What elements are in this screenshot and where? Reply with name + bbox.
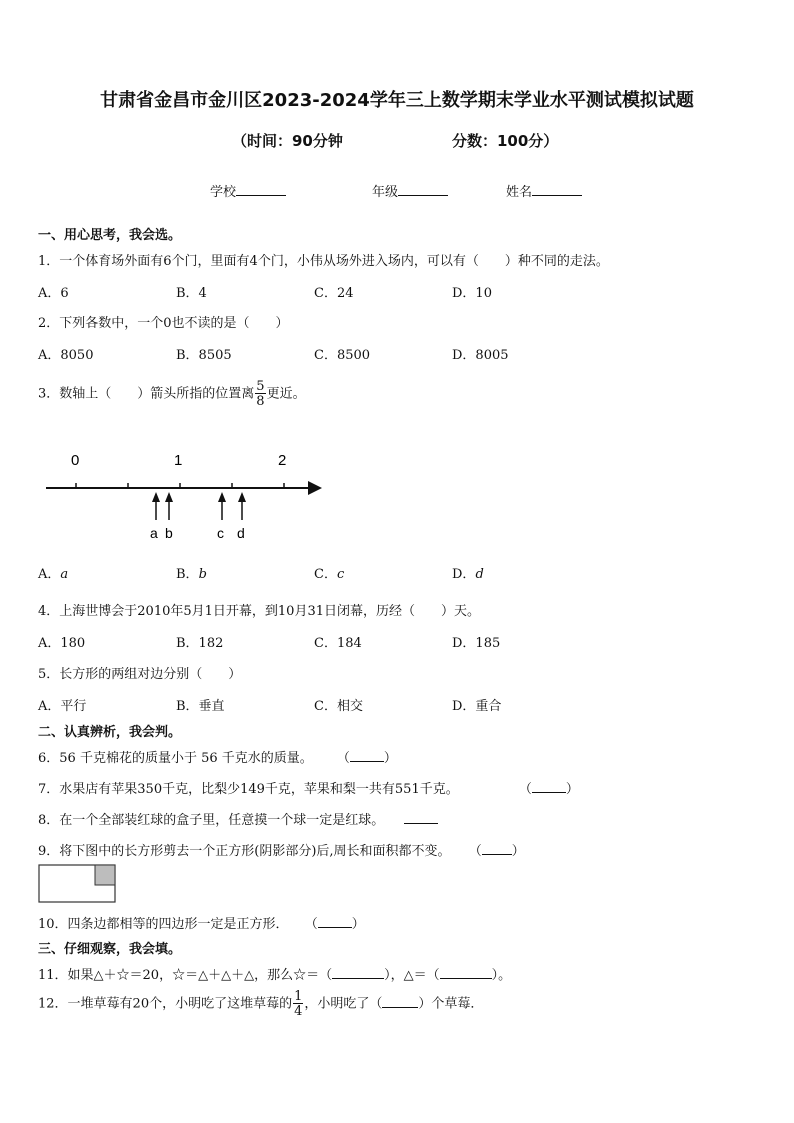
q11-text-c: ）。 xyxy=(491,968,512,983)
q8-blank[interactable] xyxy=(404,811,438,824)
q3-option-a[interactable] xyxy=(38,563,68,582)
q11-blank-star[interactable] xyxy=(332,966,384,979)
grade-field[interactable] xyxy=(372,181,448,200)
section-3-heading: 三、仔细观察，我会填。 xyxy=(38,942,182,957)
question-10 xyxy=(38,913,365,932)
question-2: 2．下列各数中，一个0也不读的是（ ） xyxy=(38,316,289,331)
name-label: 姓名 xyxy=(506,185,533,200)
q5-option-d[interactable]: D．重合 xyxy=(452,699,502,714)
q3-option-c-letter: C． xyxy=(314,567,337,582)
tick-label-0: 0 xyxy=(71,452,80,469)
tick-label-1: 1 xyxy=(174,452,183,469)
q11-text-b: ），△＝（ xyxy=(384,968,440,983)
question-7 xyxy=(38,778,579,797)
q3-option-d-letter: D． xyxy=(452,567,476,582)
q5-option-c[interactable]: C．相交 xyxy=(314,699,363,714)
q4-option-d[interactable]: D．185 xyxy=(452,636,501,651)
q3-text-pre: 3．数轴上（ ）箭头所指的位置离 xyxy=(38,386,255,402)
arrow-c xyxy=(218,492,226,520)
q1-option-c[interactable]: C．24 xyxy=(314,286,354,301)
school-label: 学校 xyxy=(210,185,237,200)
shaded-square xyxy=(95,865,115,885)
q6-paren-open: （ xyxy=(336,751,350,766)
q12-text-pre: 12．一堆草莓有20个，小明吃了这堆草莓的 xyxy=(38,996,293,1012)
name-blank[interactable] xyxy=(532,183,582,196)
question-5: 5．长方形的两组对边分别（ ） xyxy=(38,667,242,682)
q10-paren-close: ） xyxy=(351,917,365,932)
q7-text: 7．水果店有苹果350千克，比梨少149千克，苹果和梨一共有551千克。 xyxy=(38,782,459,797)
q6-blank[interactable] xyxy=(350,749,384,762)
q5-option-a[interactable]: A．平行 xyxy=(38,699,87,714)
question-4: 4．上海世博会于2010年5月1日开幕，到10月31日闭幕，历经（ ）天。 xyxy=(38,604,480,619)
q7-paren-open: （ xyxy=(518,782,532,797)
q4-option-c[interactable]: C．184 xyxy=(314,636,362,651)
q9-blank[interactable] xyxy=(482,842,512,855)
page-title: 甘肃省金昌市金川区2023-2024学年三上数学期末学业水平测试模拟试题 xyxy=(100,90,694,111)
arrow-label-d: d xyxy=(237,525,245,541)
q3-fraction xyxy=(255,380,265,408)
q8-text: 8．在一个全部装红球的盒子里，任意摸一个球一定是红球。 xyxy=(38,813,385,828)
q11-text-a: 11．如果△＋☆＝20，☆＝△＋△＋△，那么☆＝（ xyxy=(38,968,333,983)
q1-option-d[interactable]: D．10 xyxy=(452,286,492,301)
q1-option-b[interactable]: B．4 xyxy=(176,286,207,301)
rectangle-figure xyxy=(38,864,118,904)
q6-answer[interactable] xyxy=(337,751,397,766)
name-field[interactable] xyxy=(506,181,582,200)
q3-option-c-value: c xyxy=(336,567,345,582)
arrow-label-c: c xyxy=(217,525,224,541)
question-1: 1．一个体育场外面有6个门，里面有4个门，小伟从场外进入场内，可以有（ ）种不同的走法。 xyxy=(38,254,609,269)
q12-frac-numerator: 1 xyxy=(294,989,303,1004)
q2-option-a[interactable]: A．8050 xyxy=(38,348,94,363)
q9-answer[interactable] xyxy=(469,844,525,859)
q6-text: 6．56 千克棉花的质量小于 56 千克水的质量。 xyxy=(38,751,313,766)
q3-option-a-value: a xyxy=(60,567,69,582)
question-12 xyxy=(38,990,483,1018)
q10-blank[interactable] xyxy=(318,915,352,928)
q9-text: 9．将下图中的长方形剪去一个正方形(阴影部分)后,周长和面积都不变。 xyxy=(38,844,451,859)
q11-blank-triangle[interactable] xyxy=(440,966,492,979)
arrow-a xyxy=(152,492,160,520)
q7-blank[interactable] xyxy=(532,780,566,793)
school-blank[interactable] xyxy=(236,183,286,196)
exam-score: 分数：100分） xyxy=(452,132,559,150)
question-11 xyxy=(38,964,511,983)
arrow-label-b: b xyxy=(165,525,173,541)
exam-time: （时间：90分钟 xyxy=(232,132,343,150)
q3-text-post: 更近。 xyxy=(266,386,306,402)
question-9 xyxy=(38,840,525,859)
q7-paren-close: ） xyxy=(565,782,579,797)
q10-answer[interactable] xyxy=(305,917,365,932)
q2-option-d[interactable]: D．8005 xyxy=(452,348,509,363)
q3-option-c[interactable] xyxy=(314,563,344,582)
q3-option-a-letter: A． xyxy=(38,567,61,582)
q5-option-b[interactable]: B．垂直 xyxy=(176,699,225,714)
q12-text-mid: ，小明吃了（ xyxy=(304,996,383,1012)
q9-paren-close: ） xyxy=(511,844,525,859)
section-1-heading: 一、用心思考，我会选。 xyxy=(38,228,182,243)
q12-fraction xyxy=(293,990,303,1018)
q3-option-b-value: b xyxy=(198,567,207,582)
q3-frac-numerator: 5 xyxy=(256,379,265,394)
question-3 xyxy=(38,380,306,408)
grade-label: 年级 xyxy=(372,185,399,200)
q12-frac-denominator: 4 xyxy=(294,1004,303,1019)
q7-answer[interactable] xyxy=(519,782,579,797)
arrow-label-a: a xyxy=(150,525,158,541)
school-field[interactable] xyxy=(210,181,286,200)
q2-option-b[interactable]: B．8505 xyxy=(176,348,232,363)
q3-frac-denominator: 8 xyxy=(256,394,265,409)
q10-paren-open: （ xyxy=(304,917,318,932)
number-line-diagram xyxy=(40,446,330,546)
q3-option-b-letter: B． xyxy=(176,567,199,582)
question-8 xyxy=(38,809,438,828)
question-6 xyxy=(38,747,397,766)
q2-option-c[interactable]: C．8500 xyxy=(314,348,371,363)
q3-option-d[interactable] xyxy=(452,563,484,582)
number-line-arrowhead xyxy=(308,481,322,495)
q4-option-b[interactable]: B．182 xyxy=(176,636,224,651)
q6-paren-close: ） xyxy=(383,751,397,766)
q10-text: 10．四条边都相等的四边形一定是正方形． xyxy=(38,917,289,932)
q9-paren-open: （ xyxy=(468,844,482,859)
grade-blank[interactable] xyxy=(398,183,448,196)
q4-option-a[interactable]: A．180 xyxy=(38,636,86,651)
q12-text-post: ）个草莓． xyxy=(418,996,484,1012)
section-2-heading: 二、认真辨析，我会判。 xyxy=(38,725,182,740)
q12-blank[interactable] xyxy=(382,995,418,1008)
q3-option-d-value: d xyxy=(475,567,484,582)
q3-option-b[interactable] xyxy=(176,563,207,582)
arrow-b xyxy=(165,492,173,520)
q1-option-a[interactable]: A．6 xyxy=(38,286,69,301)
tick-label-2: 2 xyxy=(278,452,287,469)
arrow-d xyxy=(238,492,246,520)
